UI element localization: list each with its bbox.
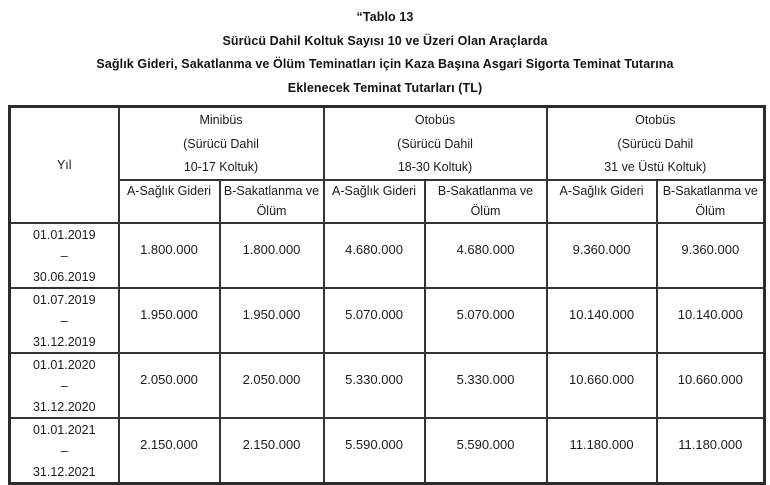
table-row [10,353,765,418]
group-header-minibus [119,107,324,180]
period-cell: 01.07.2019 – 31.12.2019 [10,288,119,353]
sub-header-row [10,180,765,223]
value-cell: 5.330.000 [324,353,425,418]
value-cell: 9.360.000 [657,223,765,288]
group-subtitle-1: (Sürücü Dahil [397,136,473,151]
title-line-vehicles: Sürücü Dahil Koltuk Sayısı 10 ve Üzeri Olan Araçlarda [222,33,548,48]
group-title: Otobüs [635,113,676,127]
value-cell: 2.050.000 [220,353,324,418]
document-title-block [0,6,770,100]
group-title: Minibüs [199,113,243,127]
period-cell: 01.01.2019 – 30.06.2019 [10,223,119,288]
value-cell: 1.950.000 [220,288,324,353]
value-cell: 11.180.000 [547,418,657,484]
value-cell: 10.660.000 [547,353,657,418]
col-header-minibus-sakatlanma: B-Sakatlanma ve Ölüm [220,180,324,223]
value-cell: 1.950.000 [119,288,220,353]
coverage-amounts-table [8,105,766,485]
col-header-otobus1-sakatlanma: B-Sakatlanma ve Ölüm [425,180,547,223]
period-cell: 01.01.2020 – 31.12.2020 [10,353,119,418]
value-cell: 5.590.000 [425,418,547,484]
title-line-coverages: Sağlık Gideri, Sakatlanma ve Ölüm Teminatları için Kaza Başına Asgari Sigorta Teminat Tutarına [96,57,674,71]
group-header-otobus-18-30 [324,107,547,180]
value-cell: 10.140.000 [657,288,765,353]
year-column-header: Yıl [10,107,119,223]
value-cell: 10.660.000 [657,353,765,418]
title-table-number: “Tablo 13 [356,10,414,24]
table-row [10,223,765,288]
period-cell: 01.01.2021 – 31.12.2021 [10,418,119,484]
group-subtitle-2: 10-17 Koltuk) [183,160,259,174]
col-header-otobus2-sakatlanma: B-Sakatlanma ve Ölüm [657,180,765,223]
value-cell: 1.800.000 [119,223,220,288]
col-header-otobus1-saglik: A-Sağlık Gideri [324,180,425,223]
value-cell: 11.180.000 [657,418,765,484]
title-line-amounts: Eklenecek Teminat Tutarları (TL) [287,80,483,95]
group-subtitle-2: 31 ve Üstü Koltuk) [604,160,707,174]
group-header-row [10,107,765,180]
value-cell: 5.330.000 [425,353,547,418]
col-header-minibus-saglik: A-Sağlık Gideri [119,180,220,223]
col-header-otobus2-saglik: A-Sağlık Gideri [547,180,657,223]
value-cell: 4.680.000 [425,223,547,288]
group-title: Otobüs [414,113,456,127]
value-cell: 5.070.000 [425,288,547,353]
table-row [10,418,765,484]
value-cell: 10.140.000 [547,288,657,353]
group-header-otobus-31-plus [547,107,765,180]
value-cell: 2.050.000 [119,353,220,418]
value-cell: 5.590.000 [324,418,425,484]
table-row [10,288,765,353]
group-subtitle-1: (Sürücü Dahil [617,136,694,151]
value-cell: 9.360.000 [547,223,657,288]
value-cell: 2.150.000 [119,418,220,484]
value-cell: 4.680.000 [324,223,425,288]
group-subtitle-2: 18-30 Koltuk) [397,160,473,174]
value-cell: 2.150.000 [220,418,324,484]
value-cell: 1.800.000 [220,223,324,288]
group-subtitle-1: (Sürücü Dahil [183,136,259,151]
value-cell: 5.070.000 [324,288,425,353]
